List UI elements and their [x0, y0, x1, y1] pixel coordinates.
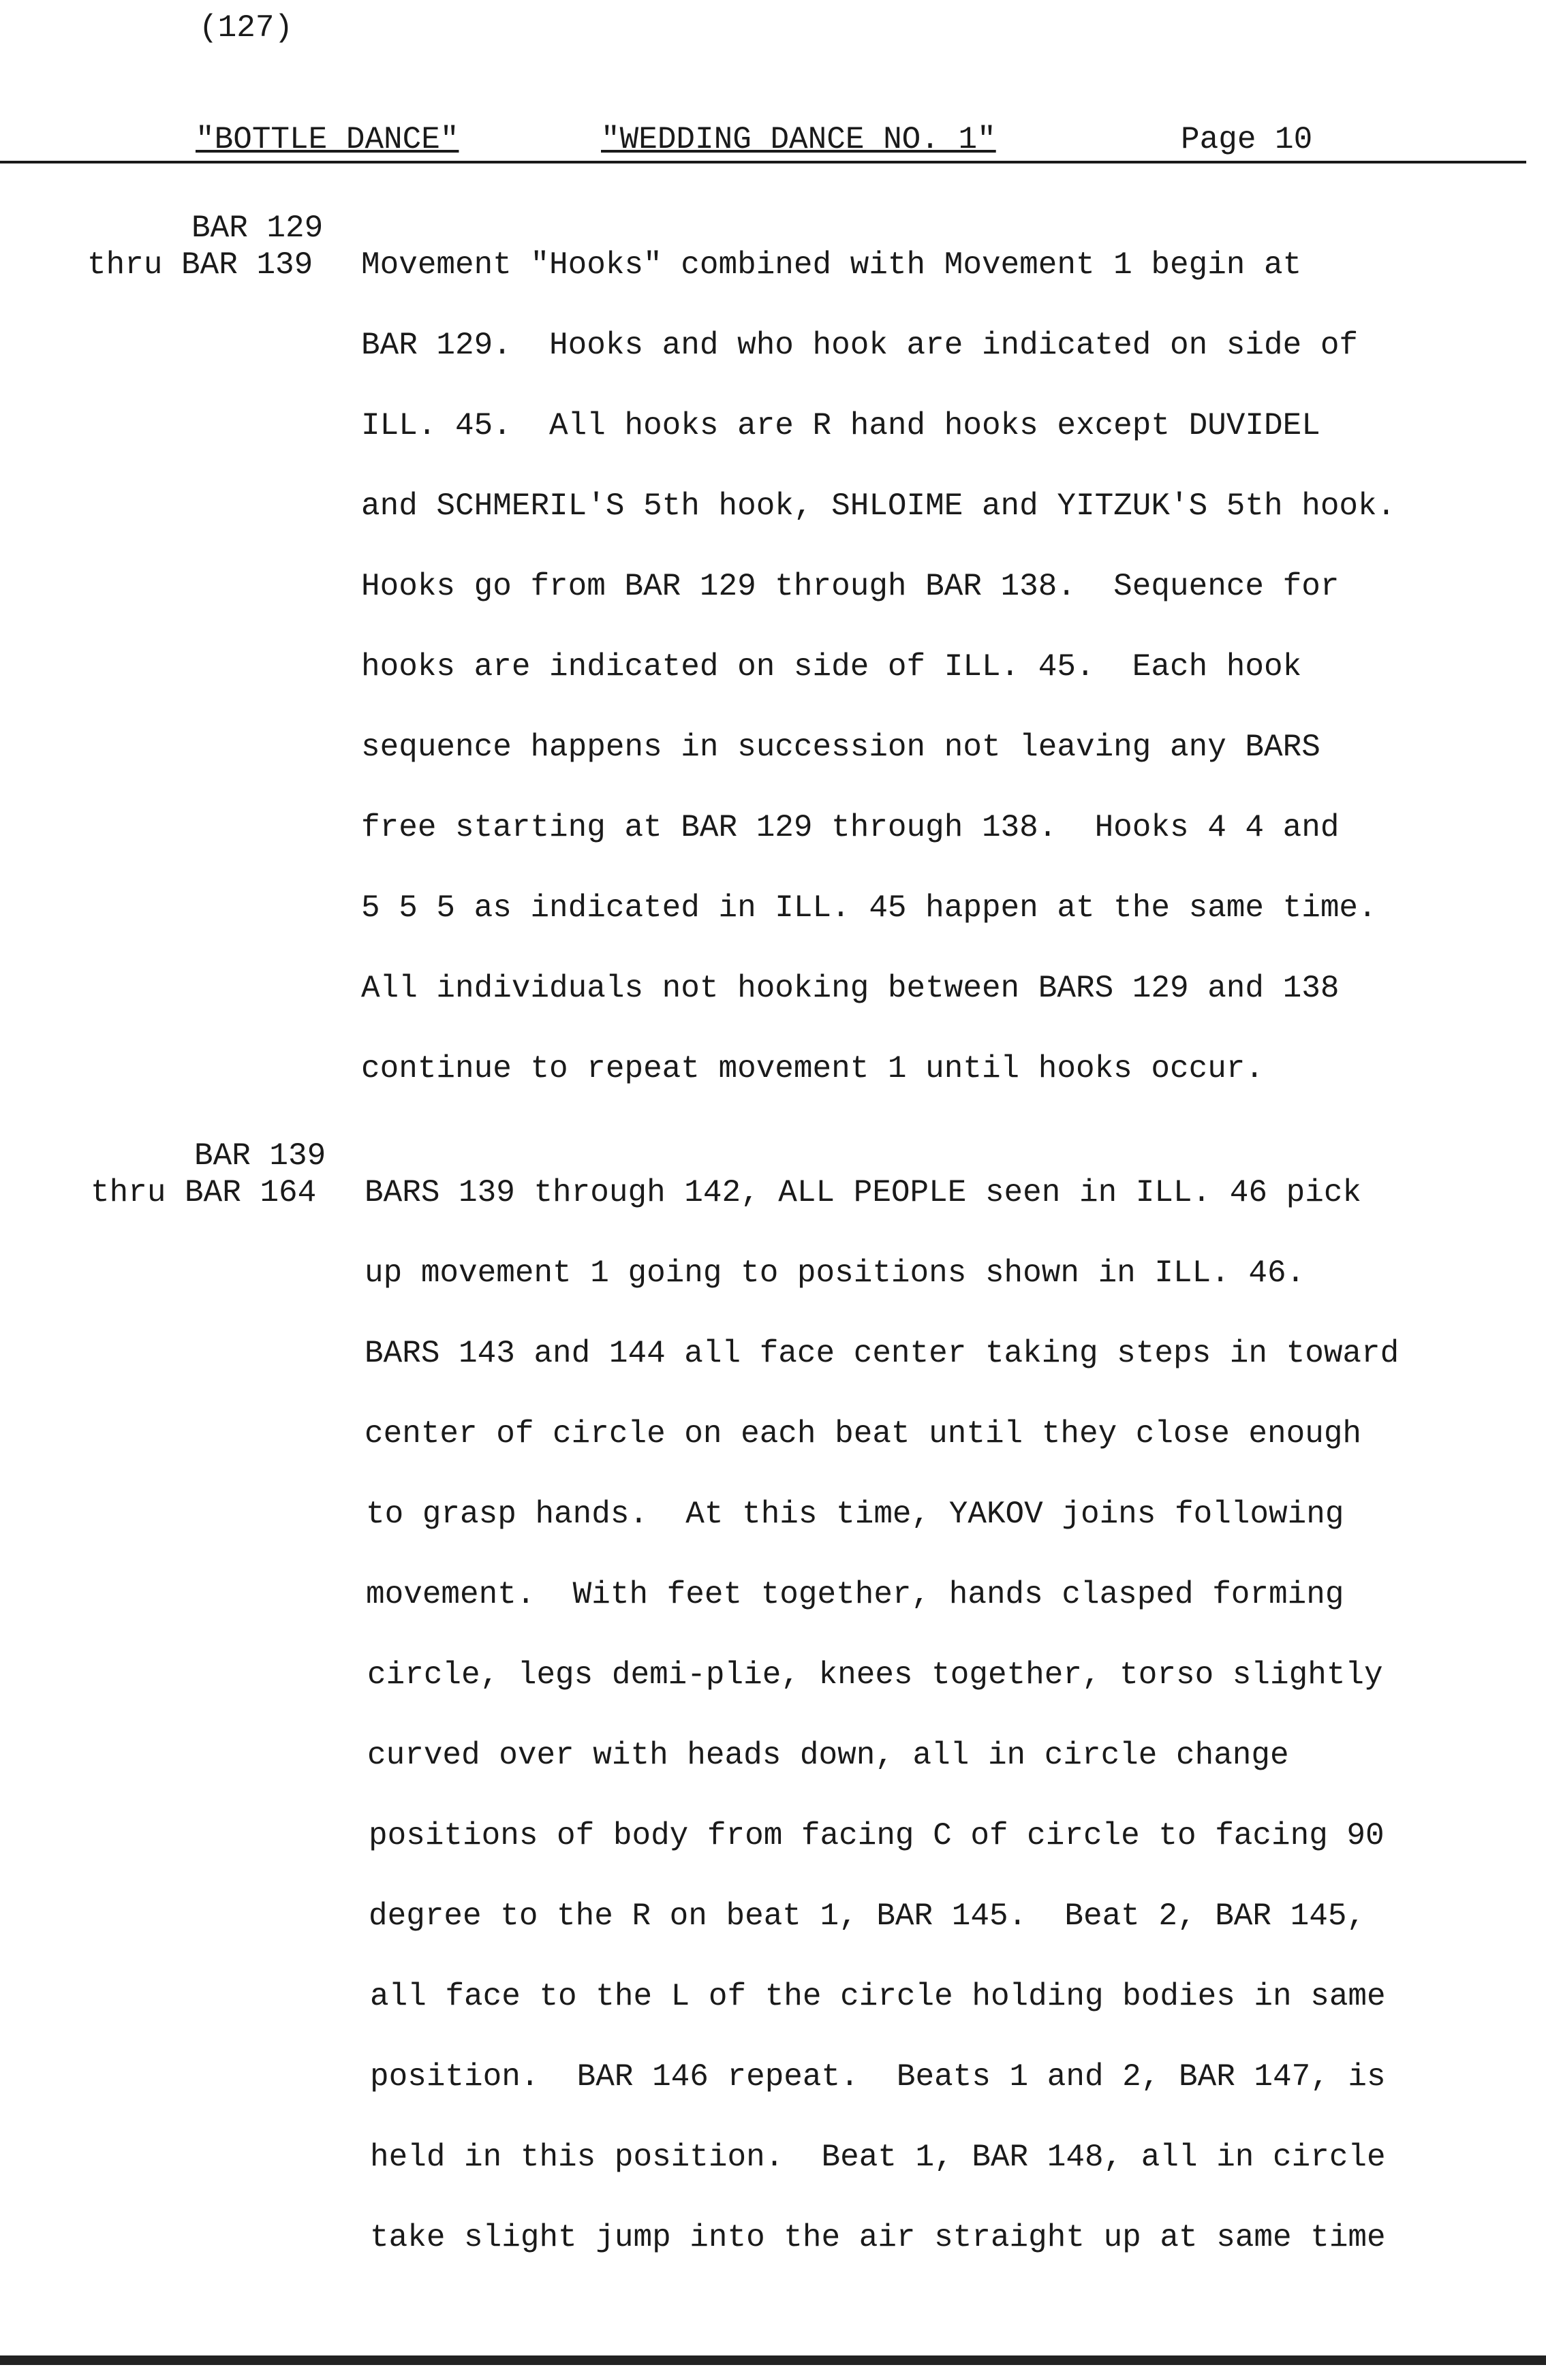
text-line: positions of body from facing C of circle to facing 90	[369, 1818, 1385, 1853]
text-line: BARS 143 and 144 all face center taking steps in toward	[365, 1336, 1400, 1371]
text-line: up movement 1 going to positions shown in ILL. 46.	[365, 1255, 1305, 1291]
text-line: to grasp hands. At this time, YAKOV joins following	[366, 1497, 1344, 1532]
text-line: continue to repeat movement 1 until hooks occur.	[361, 1051, 1265, 1086]
text-line: take slight jump into the air straight up at same time	[370, 2220, 1386, 2255]
bar-range-start: BAR 129	[191, 210, 324, 246]
text-line: and SCHMERIL'S 5th hook, SHLOIME and YITZUK'S 5th hook.	[361, 488, 1396, 524]
text-line: circle, legs demi-plie, knees together, torso slightly	[367, 1657, 1383, 1693]
header-dance-title: "BOTTLE DANCE"	[196, 122, 459, 157]
text-line: BAR 129. Hooks and who hook are indicated on side of	[361, 328, 1359, 363]
text-line: sequence happens in succession not leaving any BARS	[361, 730, 1320, 765]
text-line: hooks are indicated on side of ILL. 45. Each hook	[361, 649, 1302, 685]
text-line: curved over with heads down, all in circle change	[367, 1738, 1289, 1773]
text-line: All individuals not hooking between BARS 129 and 138	[361, 971, 1340, 1006]
text-line: 5 5 5 as indicated in ILL. 45 happen at the same time.	[361, 890, 1377, 926]
page-number: (127)	[199, 10, 294, 46]
header-rule	[0, 161, 1526, 163]
bar-range-end: thru BAR 164	[91, 1175, 317, 1210]
text-line: center of circle on each beat until they close enough	[365, 1416, 1362, 1452]
text-line: ILL. 45. All hooks are R hand hooks except DUVIDEL	[361, 408, 1320, 443]
header-page-label: Page 10	[1181, 122, 1313, 157]
text-line: position. BAR 146 repeat. Beats 1 and 2, BAR 147, is	[370, 2059, 1386, 2095]
text-line: movement. With feet together, hands clasped forming	[366, 1577, 1344, 1612]
text-line: free starting at BAR 129 through 138. Hooks 4 4 and	[361, 810, 1340, 845]
text-line: all face to the L of the circle holding bodies in same	[370, 1979, 1386, 2014]
text-line: Hooks go from BAR 129 through BAR 138. Sequence for	[361, 569, 1340, 604]
text-line: Movement "Hooks" combined with Movement 1 begin at	[361, 247, 1302, 283]
text-line: degree to the R on beat 1, BAR 145. Beat 2, BAR 145,	[369, 1898, 1366, 1934]
bar-range-start: BAR 139	[194, 1138, 326, 1174]
header-section-title: "WEDDING DANCE NO. 1"	[601, 122, 996, 157]
text-line: BARS 139 through 142, ALL PEOPLE seen in ILL. 46 pick	[365, 1175, 1362, 1210]
bottom-rule	[0, 2355, 1546, 2365]
bar-range-end: thru BAR 139	[87, 247, 313, 283]
text-line: held in this position. Beat 1, BAR 148, all in circle	[370, 2140, 1386, 2175]
